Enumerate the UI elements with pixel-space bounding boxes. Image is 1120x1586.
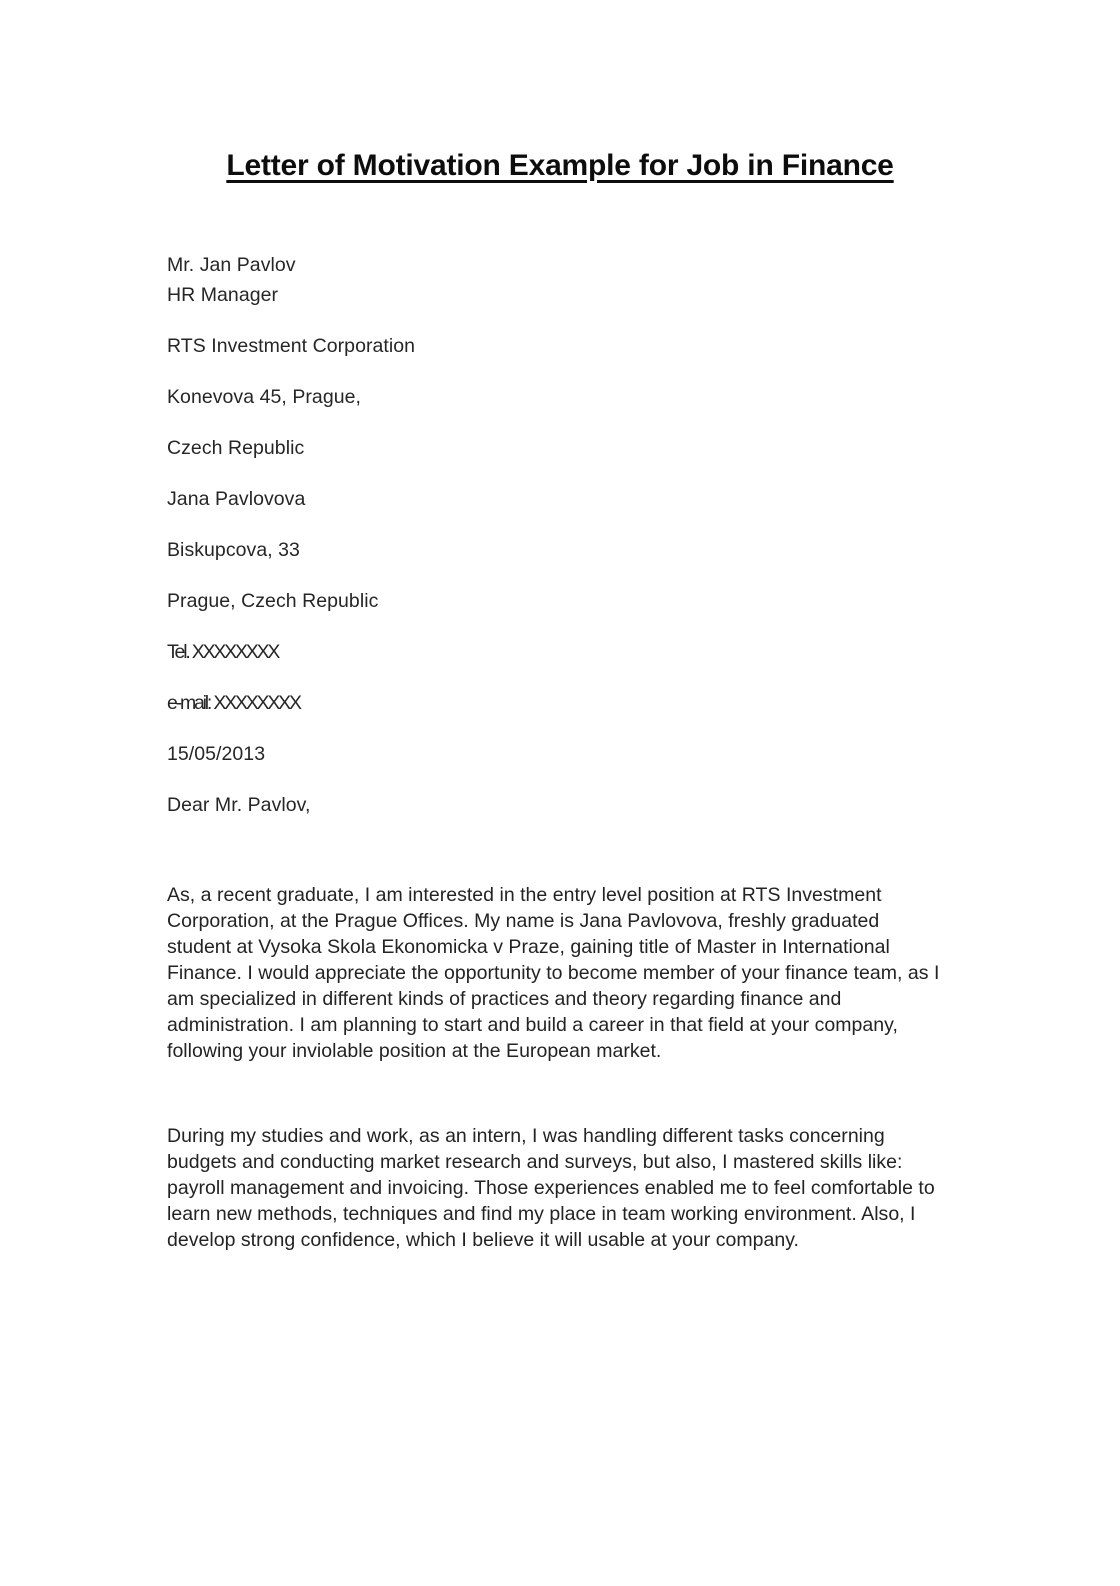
sender-email: e-mail: XXXXXXXX <box>167 692 300 714</box>
address-block <box>167 250 957 820</box>
body-paragraph-1: As, a recent graduate, I am interested in the entry level position at RTS Investment Corporation, at the Prague Offices. My name is Jana Pavlovova, freshly graduated student at Vysoka Skola Ekonomicka v Praze, gaining title of Master in International Finance. I would appreciate the opportunity to become member of your finance team, as I am specialized in different kinds of practices and theory regarding finance and administration. I am planning to start and build a career in that field at your company, following your inviolable position at the European market. <box>167 884 940 1062</box>
recipient-country: Czech Republic <box>167 437 305 459</box>
recipient-name: Mr. Jan Pavlov <box>167 254 296 276</box>
sender-email-block <box>167 688 957 718</box>
letter-body <box>167 250 957 1253</box>
sender-telephone-block <box>167 637 957 667</box>
recipient-block <box>167 250 957 310</box>
recipient-job-title: HR Manager <box>167 284 279 306</box>
letter-date: 15/05/2013 <box>167 743 266 765</box>
sender-city-country: Prague, Czech Republic <box>167 590 379 612</box>
sender-name: Jana Pavlovova <box>167 488 306 510</box>
salutation-block <box>167 790 957 820</box>
recipient-company-block <box>167 331 957 361</box>
letter-date-block <box>167 739 957 769</box>
salutation-spacer <box>167 820 957 882</box>
sender-street-block <box>167 535 957 565</box>
page-title <box>0 148 1120 183</box>
recipient-company: RTS Investment Corporation <box>167 335 416 357</box>
sender-telephone: Tel. XXXXXXXX <box>167 641 279 663</box>
recipient-street: Konevova 45, Prague, <box>167 386 361 408</box>
recipient-street-block <box>167 382 957 412</box>
recipient-country-block <box>167 433 957 463</box>
sender-name-block <box>167 484 957 514</box>
page-title-text: Letter of Motivation Example for Job in Finance <box>226 149 894 183</box>
sender-city-block <box>167 586 957 616</box>
sender-street: Biskupcova, 33 <box>167 539 300 561</box>
body-paragraph-2: During my studies and work, as an intern, I was handling different tasks concerning budgets and conducting market research and surveys, but also, I mastered skills like: payroll management and invoicing. Those experiences enabled me to feel comfortable to learn new methods, techniques and find my place in team working environment. Also, I develop strong confidence, which I believe it will usable at your company. <box>167 1125 935 1251</box>
salutation: Dear Mr. Pavlov, <box>167 794 311 816</box>
